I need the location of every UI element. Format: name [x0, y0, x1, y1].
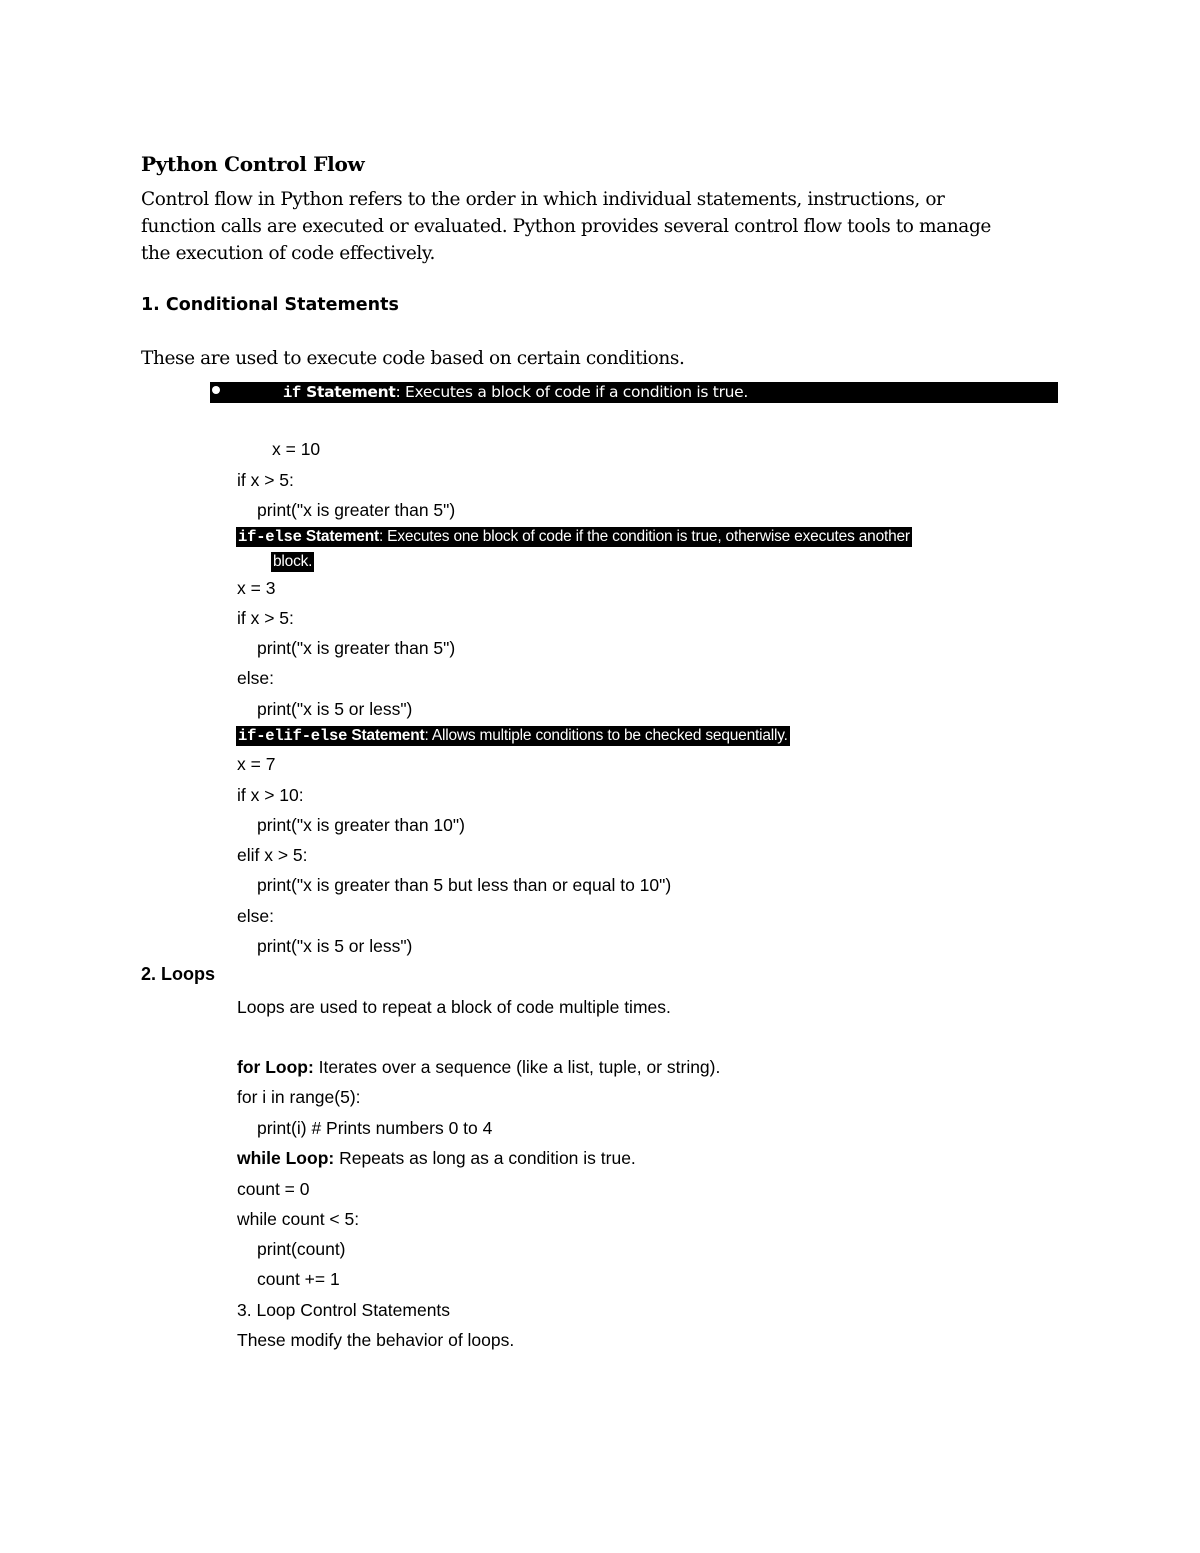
- code-line: print("x is greater than 10"): [257, 815, 465, 835]
- statement-label: Statement: [301, 528, 379, 545]
- statement-label: Statement: [301, 383, 396, 401]
- section-lead-conditional: These are used to execute code based on certain conditions.: [141, 348, 685, 369]
- bullet-icon: [212, 386, 220, 394]
- while-loop-desc: Repeats as long as a condition is true.: [334, 1148, 636, 1168]
- page-title: Python Control Flow: [141, 152, 365, 176]
- intro-line-1: Control flow in Python refers to the order in which individual statements, instructions, or: [141, 189, 945, 210]
- statement-label: Statement: [347, 727, 425, 744]
- for-loop-desc: Iterates over a sequence (like a list, tuple, or string).: [313, 1057, 721, 1077]
- code-line: print("x is 5 or less"): [257, 699, 413, 719]
- code-line: print("x is greater than 5 but less than or equal to 10"): [257, 875, 672, 895]
- code-line: else:: [237, 668, 274, 688]
- statement-desc: : Allows multiple conditions to be checked sequentially.: [424, 727, 788, 744]
- code-line: print("x is greater than 5"): [257, 500, 456, 520]
- code-line: print("x is greater than 5"): [257, 638, 456, 658]
- code-line: print(count): [257, 1239, 346, 1259]
- section-lead-loop-control: These modify the behavior of loops.: [237, 1330, 515, 1350]
- section-lead-loops: Loops are used to repeat a block of code multiple times.: [237, 997, 671, 1017]
- code-line: x = 7: [237, 754, 276, 774]
- statement-desc: : Executes one block of code if the condition is true, otherwise executes another: [378, 528, 910, 545]
- keyword-if-elif-else: if-elif-else: [238, 727, 348, 745]
- if-elif-else-statement-text: [236, 726, 790, 746]
- code-line: elif x > 5:: [237, 845, 308, 865]
- code-line: if x > 10:: [237, 785, 304, 805]
- statement-desc: : Executes a block of code if a condition is true.: [395, 383, 749, 401]
- code-line: x = 10: [272, 439, 321, 459]
- section-heading-loops: 2. Loops: [141, 964, 216, 984]
- code-line: print(i) # Prints numbers 0 to 4: [257, 1118, 493, 1138]
- section-heading-conditional: 1. Conditional Statements: [141, 295, 399, 315]
- while-loop-description: [237, 1148, 636, 1169]
- keyword-if-else: if-else: [238, 528, 302, 546]
- code-line: for i in range(5):: [237, 1087, 361, 1107]
- code-line: if x > 5:: [237, 470, 294, 490]
- keyword-if: if: [283, 384, 302, 402]
- intro-line-2: function calls are executed or evaluated. Python provides several control flow tools to manage: [141, 216, 991, 237]
- section-heading-loop-control: 3. Loop Control Statements: [237, 1300, 451, 1320]
- if-statement-bullet: [210, 382, 1058, 403]
- code-line: x = 3: [237, 578, 276, 598]
- code-line: else:: [237, 906, 274, 926]
- code-line: print("x is 5 or less"): [257, 936, 413, 956]
- while-loop-label: while Loop:: [237, 1148, 335, 1168]
- for-loop-description: [237, 1057, 720, 1078]
- if-else-statement-text: [236, 527, 912, 547]
- code-line: if x > 5:: [237, 608, 294, 628]
- code-line: count = 0: [237, 1179, 310, 1199]
- if-else-statement-text-2: block.: [273, 553, 313, 570]
- for-loop-label: for Loop:: [237, 1057, 314, 1077]
- code-line: while count < 5:: [237, 1209, 360, 1229]
- intro-line-3: the execution of code effectively.: [141, 243, 435, 264]
- code-line: count += 1: [257, 1269, 340, 1289]
- if-statement-text: [283, 383, 748, 402]
